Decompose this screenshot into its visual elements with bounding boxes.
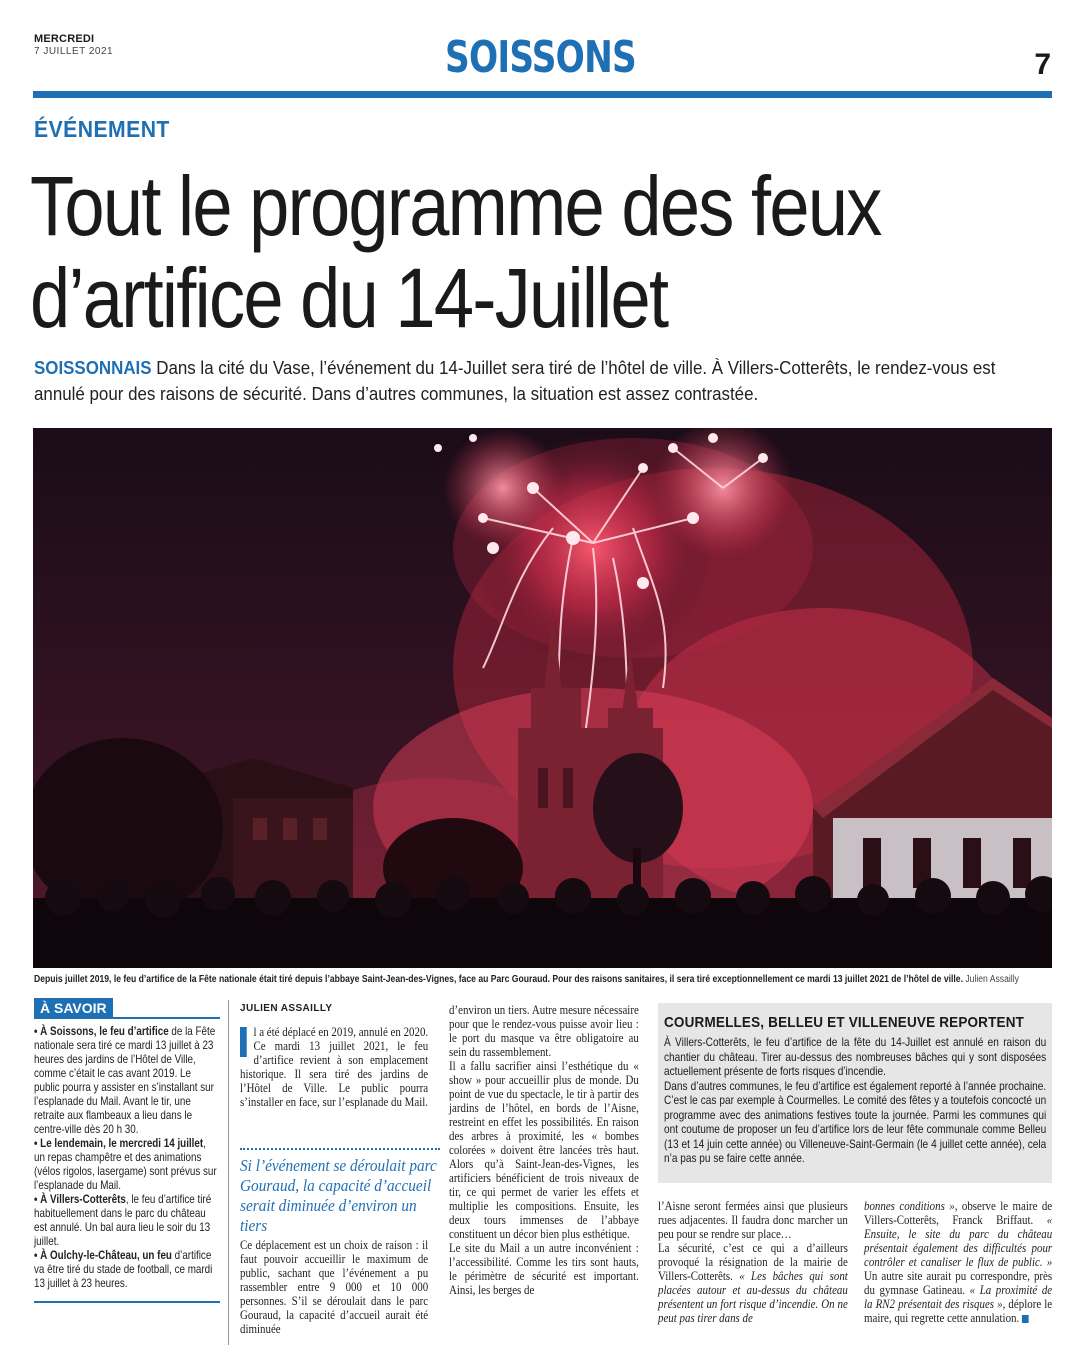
savoir-item-lead: • À Soissons, le feu d’artifice <box>34 1024 169 1038</box>
savoir-item-text: d’artifice va être tiré du stade de football, ce mardi 13 juillet à 23 heures. <box>34 1248 213 1290</box>
savoir-rule <box>34 1017 220 1019</box>
pull-quote <box>240 1148 440 1236</box>
pull-quote-text: Si l’événement se déroulait parc Gouraud, la capacité d’accueil serait diminuée d’environ un tiers <box>240 1156 437 1235</box>
savoir-tag: À SAVOIR <box>34 998 113 1018</box>
pull-quote-rule <box>240 1148 440 1150</box>
col4-quote: bonnes conditions » <box>864 1198 955 1213</box>
col4-quote: « Ensuite, le site du parc du château présentait également des difficultés pour contrôler et canaliser le flux de public. » <box>864 1212 1053 1269</box>
col4-text: , observe le maire de Villers-Cotterêts, Franck Briffaut. <box>864 1198 1053 1227</box>
savoir-item-lead: • À Villers-Cotterêts <box>34 1192 126 1206</box>
issue-day: MERCREDI <box>34 33 95 45</box>
end-mark-icon <box>1022 1315 1029 1323</box>
col2-paragraph: d’environ un tiers. Autre mesure nécessaire pour que le rendez-vous puisse avoir lieu : le port du masque va être obligatoire au sein du rassemblement. <box>449 1002 639 1059</box>
article-headline <box>30 160 1045 344</box>
article-lead <box>34 355 1049 407</box>
savoir-item-text: , le feu d’artifice tiré habituellement dans le parc du château est annulé. Un bal aura lieu le soir du 13 juillet. <box>34 1192 212 1248</box>
savoir-item-lead: • À Oulchy-le-Château, un feu <box>34 1248 172 1262</box>
savoir-item <box>34 1136 219 1192</box>
article-col2 <box>449 1003 639 1297</box>
col3-quote: « Les bâches qui sont placées autour et au-dessus du château présentent un fort risque d’incendie. On ne peut pas tirer dans de <box>658 1268 848 1325</box>
headline-line-2: d’artifice du 14-Juillet <box>30 251 668 345</box>
lead-kicker: SOISSONNAIS <box>34 358 152 378</box>
col3-paragraph: l’Aisne seront fermées ainsi que plusieurs rues adjacentes. Il faudra donc marcher un peu pour se rendre sur place… <box>658 1198 848 1241</box>
savoir-bottom-rule <box>34 1301 220 1303</box>
col4-quote: « La proximité de la RN2 présentait des risques » <box>864 1282 1053 1311</box>
issue-date-text: 7 JUILLET 2021 <box>34 46 114 57</box>
lead-text: Dans la cité du Vase, l’événement du 14-Juillet sera tiré de l’hôtel de ville. À Villers-Cotterêts, le rendez-vous est annulé pour des raisons de sécurité. Dans d’autres communes, la situation est assez contrastée. <box>34 358 996 404</box>
col2-paragraph: Il a fallu sacrifier ainsi l’esthétique du « show » pour accueillir plus de monde. Du point de vue du spectacle, le tir à partir des jardins de l’hôtel, en bords de l’Aisne, restreint en effet les possibilités. En raison des arbres à proximité, les « bombes colorées » doivent être lancées très haut. Alors qu’à Saint-Jean-des-Vignes, les artificiers bénéficient de trois niveaux de tir, ce qui permet de varier les effets et multiplie les compositions. Ensuite, les deux tours immenses de l’abbaye constituent un décor bien plus esthétique. <box>449 1058 639 1241</box>
savoir-item <box>34 1192 219 1248</box>
byline: JULIEN ASSAILLY <box>240 1003 333 1014</box>
sidebar-box-paragraph: Dans d’autres communes, le feu d’artifice est également reporté à l’année prochaine. C’est le cas par exemple à Courmelles. Le comité des fêtes y a toutefois concocté un programme avec des animations festives toute la journée. Parmi les communes qui ont coutume de proposer un feu d’artifice lors de leur fête communale comme Belleu (13 et 14 juin cette année) ou Villeneuve-Saint-Germain (le 4 juillet cette année), cela n’a pas pu se faire cette année. <box>664 1078 1047 1165</box>
photo-credit: Julien Assailly <box>962 974 1019 985</box>
caption-text: Depuis juillet 2019, le feu d’artifice de la Fête nationale était tiré depuis l’abbaye Saint-Jean-des-Vignes, face au Parc Gouraud. Pour des raisons sanitaires, il sera tiré exceptionnellement ce mardi 13 juillet 2021 de l’hôtel de ville. <box>34 974 963 985</box>
savoir-item-text: , un repas champêtre et des animations (vélos rigolos, lasergame) sont prévus sur l’esplanade du Mail. <box>34 1136 217 1192</box>
issue-date <box>34 34 113 57</box>
intro-text: l a été déplacé en 2019, annulé en 2020. Ce mardi 13 juillet 2021, le feu d’artifice revient à son emplacement historique. Il sera tiré des jardins de l’Hôtel de Ville. Le public pourra s’installer en face, sur l’esplanade du Mail. <box>240 1024 429 1109</box>
rubric-label: ÉVÉNEMENT <box>34 116 170 142</box>
column-separator <box>228 1000 229 1345</box>
article-col1-body: Ce déplacement est un choix de raison : il faut pouvoir accueillir le maximum de public, sachant que l’événement a pu rassembler entre 9 000 et 10 000 personnes. S’il se déroulait dans le parc Gouraud, la capacité d’accueil aurait été diminuée <box>240 1237 429 1336</box>
savoir-item-text: de la Fête nationale sera tiré ce mardi 13 juillet à 23 heures des jardins de l’Hôtel de Ville, comme c’était le cas avant 2019. Le public pourra y assister en s’installant sur l’esplanade du Mail. Avant le tir, une retraite aux flambeaux a lieu dans le centre-ville dès 20 h 30. <box>34 1024 216 1136</box>
col2-paragraph: Le site du Mail a un autre inconvénient : l’accessibilité. Comme les tirs sont hauts, le périmètre de sécurité est important. Ainsi, les berges de <box>449 1240 639 1297</box>
sidebar-box-paragraph: À Villers-Cotterêts, le feu d’artifice de la fête du 14-Juillet est annulé en raison du chantier du château. Tirer au-dessus des nombreuses bâches qui y sont disposées actuellement présente de forts risques d’incendie. <box>664 1035 1047 1078</box>
section-title: SOISSONS <box>445 32 636 83</box>
col4-text: Un autre site aurait pu correspondre, près du gymnase Gatineau. <box>864 1268 1053 1297</box>
sidebar-box-title: COURMELLES, BELLEU ET VILLENEUVE REPORTENT <box>664 1014 1025 1031</box>
savoir-item <box>34 1248 219 1290</box>
savoir-item-lead: • Le lendemain, le mercredi 14 juillet <box>34 1136 204 1150</box>
col4-text: , déplore le maire, qui regrette cette annulation. <box>864 1296 1053 1325</box>
page-number: 7 <box>1034 48 1051 81</box>
fireworks-illustration <box>33 428 1052 968</box>
article-col3 <box>658 1199 848 1325</box>
savoir-item <box>34 1024 219 1136</box>
col3-paragraph: La sécurité, c’est ce qui a d’ailleurs provoqué la résignation de la mairie de Villers-Cotterêts. <box>658 1240 848 1283</box>
article-col4 <box>864 1199 1052 1325</box>
headline-line-1: Tout le programme des feux <box>30 159 881 253</box>
savoir-list <box>34 1024 219 1290</box>
header-rule <box>33 91 1052 98</box>
dropcap-bar <box>240 1027 247 1057</box>
sidebar-box-text <box>664 1035 1046 1166</box>
photo-caption <box>34 973 1019 986</box>
article-intro <box>240 1025 428 1109</box>
article-photo <box>33 428 1052 968</box>
